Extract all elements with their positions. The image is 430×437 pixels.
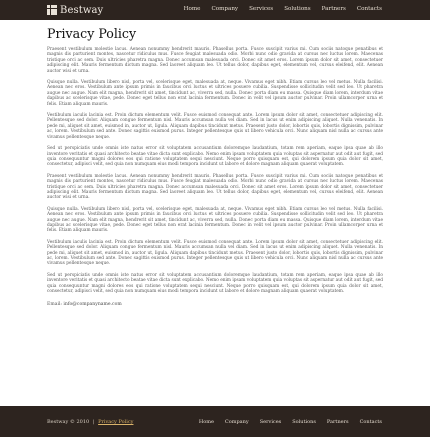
paragraph: Praesent vestibulum molestie lacus. Aenean nonummy hendrerit mauris. Phasellus porta. Fusce suscipit varius mi. Cum sociis natoque penatibus et magnis dis parturient montes, nascetur ridiculus mus. Fusce feugiat malesuada odio. Morbi nunc odio gravida at cursus nec luctus lorem. Maecenas tristique orci ac sem. Duis ultricies pharetra magna. Donec accumsan malesuada orci. Donec sit amet eros. Lorem ipsum dolor sit amet, consectetuer adipiscing elit. Mauris fermentum dictum magna. Sed laoreet aliquam leo. Ut tellus dolor, dapibus eget, elementum vel, cursus eleifend, elit. Aenean auctor wisi et urna.	[47, 173, 383, 201]
email-label: Email:	[47, 302, 62, 308]
paragraph: Quisque nulla. Vestibulum libero nisl, porta vel, scelerisque eget, malesuada at, neque. Vivamus eget nibh. Etiam cursus leo vel metus. Nulla facilisi. Aenean nec eros. Vestibulum ante ipsum primis in faucibus orci luctus et ultrices posuere cubilia. Suspendisse sollicitudin velit sed leo. Ut pharetra augue nec augue. Nam elit magna, hendrerit sit amet, tincidunt ac, viverra sed, nulla. Donec porta diam eu massa. Quisque diam lorem, interdum vitae dapibus ac scelerisque vitae, pede. Donec eget tellus non erat lacinia fermentum. Donec in velit vel ipsum auctor pulvinar. Proin ullamcorper urna et felis. Etiam aliquam mauris.	[47, 80, 383, 107]
paragraph: Sed ut perspiciatis unde omnis iste natus error sit voluptatem accusantium doloremque laudantium, totam rem aperiam, eaque ipsa quae ab illo inventore veritatis et quasi architecto beatae vitae dicta sunt explicabo. Nemo enim ipsam voluptatem quia voluptas sit aspernatur aut odit aut fugit, sed quia consequuntur magni dolores eos qui ratione voluptatem sequi nesciunt. Neque porro quisquam est, qui dolorem ipsum quia dolor sit amet, consectetur, adipisci velit, sed quia non numquam eius modi tempora incidunt ut labore et dolore magnam aliquam quaerat voluptatem.	[47, 272, 383, 295]
footer-nav-partners[interactable]: Partners	[326, 419, 349, 425]
footer-separator: |	[92, 419, 95, 425]
footer-nav-contacts[interactable]: Contacts	[359, 419, 382, 425]
footer-nav-company[interactable]: Company	[224, 419, 249, 425]
email-line	[47, 302, 383, 307]
copyright-year: © 2010	[69, 419, 90, 425]
email-link[interactable]: info@companyname.com	[63, 302, 122, 308]
footer-nav-solutions[interactable]: Solutions	[292, 419, 316, 425]
footer-nav	[199, 419, 382, 425]
page-title: Privacy Policy	[47, 26, 137, 41]
paragraph: Vestibulum iaculis lacinia est. Proin dictum elementum velit. Fusce euismod consequat ante. Lorem ipsum dolor sit amet, consectetuer adipiscing elit. Pellentesque sed dolor. Aliquam congue fermentum nisl. Mauris accumsan nulla vel diam. Sed in lacus ut enim adipiscing aliquet. Nulla venenatis. In pede mi, aliquet sit amet, euismod in, auctor ut, ligula. Aliquam dapibus tincidunt metus. Praesent justo dolor, lobortis quis, lobortis dignissim, pulvinar ac, lorem. Vestibulum sed ante. Donec sagittis euismod purus. Integer pellentesque quis ut libero vehicula orci. Nunc aliquam nisl nulla ac cursus ante vivamus pellentesque neque.	[47, 239, 383, 267]
main-nav	[184, 6, 382, 12]
footer-brand: Bestway	[47, 419, 69, 425]
top-bar	[0, 0, 430, 20]
nav-home[interactable]: Home	[183, 6, 201, 12]
main-content	[47, 26, 383, 307]
nav-solutions[interactable]: Solutions	[284, 6, 311, 12]
nav-company[interactable]: Company	[211, 6, 239, 12]
nav-services[interactable]: Services	[249, 6, 274, 12]
nav-partners[interactable]: Partners	[321, 6, 346, 12]
grid-logo-icon	[47, 5, 57, 15]
paragraph: Quisque nulla. Vestibulum libero nisl, porta vel, scelerisque eget, malesuada at, neque. Vivamus eget nibh. Etiam cursus leo vel metus. Nulla facilisi. Aenean nec eros. Vestibulum ante ipsum primis in faucibus orci luctus et ultrices posuere cubilia. Suspendisse sollicitudin velit sed leo. Ut pharetra augue nec augue. Nam elit magna, hendrerit sit amet, tincidunt ac, viverra sed, nulla. Donec porta diam eu massa. Quisque diam lorem, interdum vitae dapibus ac scelerisque vitae, pede. Donec eget tellus non erat lacinia fermentum. Donec in velit vel ipsum auctor pulvinar. Proin ullamcorper urna et felis. Etiam aliquam mauris.	[47, 206, 383, 234]
logo-text: Bestway	[60, 4, 104, 16]
paragraph: Vestibulum iaculis lacinia est. Proin dictum elementum velit. Fusce euismod consequat ante. Lorem ipsum dolor sit amet, consectetuer adipiscing elit. Pellentesque sed dolor. Aliquam congue fermentum nisl. Mauris accumsan nulla vel diam. Sed in lacus ut enim adipiscing aliquet. Nulla venenatis. In pede mi, aliquet sit amet, euismod in, auctor ut, ligula. Aliquam dapibus tincidunt metus. Praesent justo dolor, lobortis quis, lobortis dignissim, pulvinar ac, lorem. Vestibulum sed ante. Donec sagittis euismod purus. Integer pellentesque quis ut libero vehicula orci. Nunc aliquam nisl nulla ac cursus ante vivamus pellentesque neque.	[47, 113, 383, 140]
footer-nav-services[interactable]: Services	[259, 419, 282, 425]
footer	[0, 406, 430, 437]
copyright	[47, 419, 133, 425]
privacy-policy-link[interactable]: Privacy Policy	[98, 419, 134, 425]
nav-contacts[interactable]: Contacts	[356, 6, 382, 12]
footer-nav-home[interactable]: Home	[198, 419, 214, 425]
logo[interactable]	[47, 4, 103, 16]
paragraph: Sed ut perspiciatis unde omnis iste natus error sit voluptatem accusantium doloremque laudantium, totam rem aperiam, eaque ipsa quae ab illo inventore veritatis et quasi architecto beatae vitae dicta sunt explicabo. Nemo enim ipsam voluptatem quia voluptas sit aspernatur aut odit aut fugit, sed quia consequuntur magni dolores eos qui ratione voluptatem sequi nesciunt. Neque porro quisquam est, qui dolorem ipsum quia dolor sit amet, consectetur, adipisci velit, sed quia non numquam eius modi tempora incidunt ut labore et dolore magnam aliquam quaerat voluptatem.	[47, 146, 383, 168]
paragraph: Praesent vestibulum molestie lacus. Aenean nonummy hendrerit mauris. Phasellus porta. Fusce suscipit varius mi. Cum sociis natoque penatibus et magnis dis parturient montes, nascetur ridiculus mus. Fusce feugiat malesuada odio. Morbi nunc odio gravida at cursus nec luctus lorem. Maecenas tristique orci ac sem. Duis ultricies pharetra magna. Donec accumsan malesuada orci. Donec sit amet eros. Lorem ipsum dolor sit amet, consectetuer adipiscing elit. Mauris fermentum dictum magna. Sed laoreet aliquam leo. Ut tellus dolor, dapibus eget, elementum vel, cursus eleifend, elit. Aenean auctor wisi et urna.	[47, 47, 383, 74]
